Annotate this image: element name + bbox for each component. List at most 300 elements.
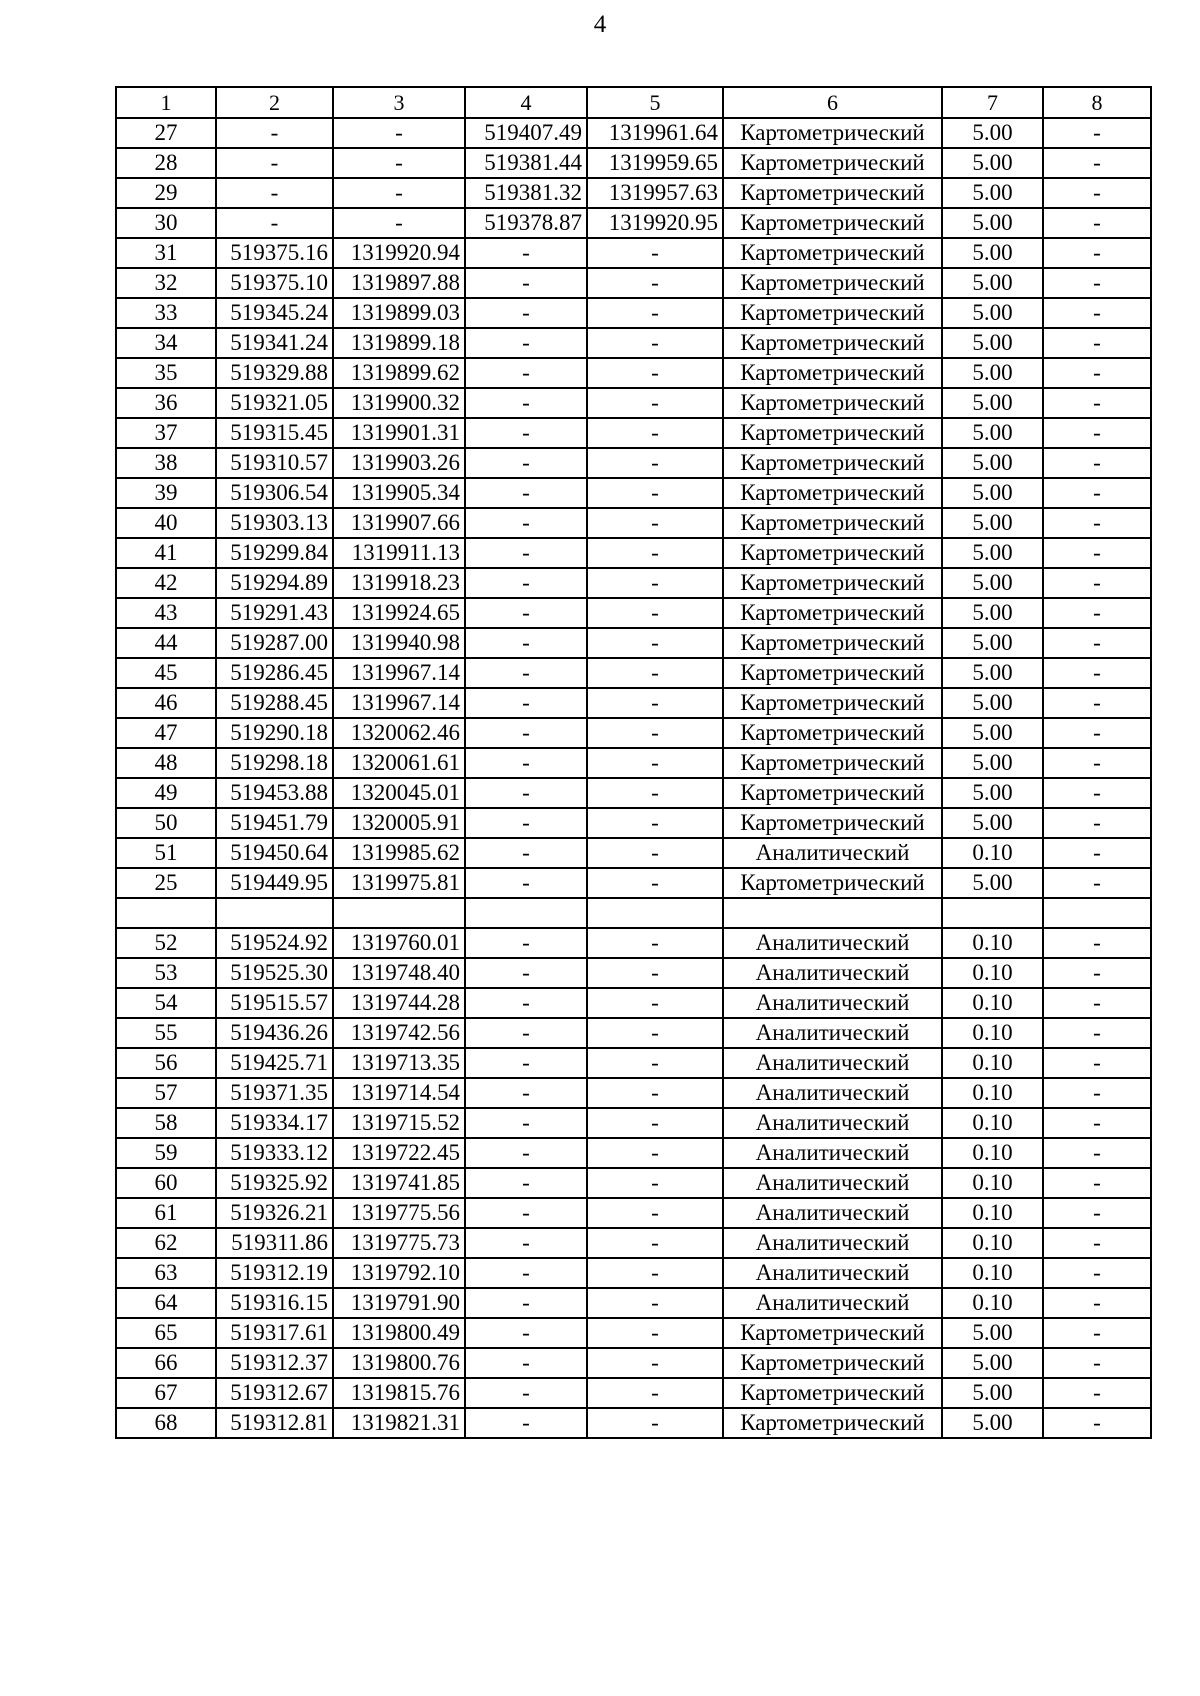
y-new-cell: -: [587, 478, 723, 508]
method-cell: Картометрический: [723, 808, 942, 838]
x-new-cell: -: [465, 808, 587, 838]
table-row: [116, 568, 1151, 598]
point-number-cell: 42: [116, 568, 216, 598]
y-existing-cell: 1319975.81: [333, 868, 465, 898]
method-cell: Картометрический: [723, 718, 942, 748]
y-new-cell: -: [587, 1108, 723, 1138]
x-new-cell: -: [465, 1108, 587, 1138]
description-cell: -: [1043, 1018, 1151, 1048]
accuracy-cell: 5.00: [942, 1408, 1043, 1438]
method-cell: Картометрический: [723, 1378, 942, 1408]
point-number-cell: 34: [116, 328, 216, 358]
y-existing-cell: 1319901.31: [333, 418, 465, 448]
x-existing-cell: 519310.57: [216, 448, 333, 478]
y-existing-cell: 1320062.46: [333, 718, 465, 748]
table-row: [116, 298, 1151, 328]
x-new-cell: -: [465, 238, 587, 268]
y-new-cell: -: [587, 718, 723, 748]
y-new-cell: -: [587, 688, 723, 718]
method-cell: Картометрический: [723, 208, 942, 238]
table-row: [116, 748, 1151, 778]
table-row: [116, 448, 1151, 478]
accuracy-cell: 0.10: [942, 958, 1043, 988]
x-existing-cell: [216, 898, 333, 928]
method-cell: Картометрический: [723, 148, 942, 178]
method-cell: Картометрический: [723, 508, 942, 538]
description-cell: -: [1043, 178, 1151, 208]
y-existing-cell: 1319821.31: [333, 1408, 465, 1438]
method-cell: Аналитический: [723, 1288, 942, 1318]
description-cell: -: [1043, 388, 1151, 418]
y-new-cell: -: [587, 928, 723, 958]
accuracy-cell: 5.00: [942, 268, 1043, 298]
point-number-cell: 61: [116, 1198, 216, 1228]
accuracy-cell: 5.00: [942, 178, 1043, 208]
y-new-cell: -: [587, 1078, 723, 1108]
description-cell: -: [1043, 448, 1151, 478]
accuracy-cell: 5.00: [942, 628, 1043, 658]
point-number-cell: 68: [116, 1408, 216, 1438]
table-row: [116, 208, 1151, 238]
x-existing-cell: 519325.92: [216, 1168, 333, 1198]
x-existing-cell: 519525.30: [216, 958, 333, 988]
y-existing-cell: -: [333, 178, 465, 208]
x-new-cell: -: [465, 1048, 587, 1078]
x-existing-cell: 519316.15: [216, 1288, 333, 1318]
x-existing-cell: 519333.12: [216, 1138, 333, 1168]
y-existing-cell: 1319911.13: [333, 538, 465, 568]
table-row: [116, 478, 1151, 508]
accuracy-cell: 5.00: [942, 778, 1043, 808]
method-cell: Аналитический: [723, 1048, 942, 1078]
point-number-cell: 29: [116, 178, 216, 208]
y-new-cell: -: [587, 1018, 723, 1048]
accuracy-cell: 0.10: [942, 1138, 1043, 1168]
x-new-cell: 519407.49: [465, 118, 587, 148]
x-new-cell: -: [465, 448, 587, 478]
method-cell: Картометрический: [723, 778, 942, 808]
y-existing-cell: 1319715.52: [333, 1108, 465, 1138]
y-new-cell: -: [587, 1048, 723, 1078]
y-new-cell: -: [587, 1348, 723, 1378]
x-existing-cell: -: [216, 118, 333, 148]
x-existing-cell: 519317.61: [216, 1318, 333, 1348]
description-cell: -: [1043, 1138, 1151, 1168]
y-new-cell: -: [587, 1378, 723, 1408]
accuracy-cell: 5.00: [942, 808, 1043, 838]
y-existing-cell: 1319905.34: [333, 478, 465, 508]
method-cell: Картометрический: [723, 658, 942, 688]
y-existing-cell: 1320061.61: [333, 748, 465, 778]
x-existing-cell: 519315.45: [216, 418, 333, 448]
accuracy-cell: 0.10: [942, 928, 1043, 958]
description-cell: -: [1043, 1408, 1151, 1438]
description-cell: -: [1043, 928, 1151, 958]
point-number-cell: 54: [116, 988, 216, 1018]
table-row: [116, 868, 1151, 898]
method-cell: Картометрический: [723, 1408, 942, 1438]
x-new-cell: -: [465, 1078, 587, 1108]
x-existing-cell: 519294.89: [216, 568, 333, 598]
description-cell: -: [1043, 538, 1151, 568]
x-new-cell: -: [465, 568, 587, 598]
method-cell: Аналитический: [723, 838, 942, 868]
x-new-cell: -: [465, 388, 587, 418]
y-new-cell: -: [587, 868, 723, 898]
table-row: [116, 1168, 1151, 1198]
x-new-cell: -: [465, 358, 587, 388]
method-cell: Картометрический: [723, 268, 942, 298]
column-header: 1: [116, 87, 216, 118]
description-cell: -: [1043, 418, 1151, 448]
y-existing-cell: -: [333, 118, 465, 148]
x-new-cell: -: [465, 658, 587, 688]
point-number-cell: 52: [116, 928, 216, 958]
y-new-cell: -: [587, 1168, 723, 1198]
column-header: 6: [723, 87, 942, 118]
x-new-cell: -: [465, 1228, 587, 1258]
table-header-row: [116, 87, 1151, 118]
table-row: [116, 268, 1151, 298]
description-cell: -: [1043, 1348, 1151, 1378]
accuracy-cell: 5.00: [942, 388, 1043, 418]
x-existing-cell: 519290.18: [216, 718, 333, 748]
column-header: 2: [216, 87, 333, 118]
description-cell: -: [1043, 988, 1151, 1018]
table-row: [116, 1198, 1151, 1228]
x-existing-cell: 519345.24: [216, 298, 333, 328]
x-existing-cell: 519341.24: [216, 328, 333, 358]
point-number-cell: 25: [116, 868, 216, 898]
y-new-cell: -: [587, 238, 723, 268]
point-number-cell: 28: [116, 148, 216, 178]
y-new-cell: -: [587, 658, 723, 688]
x-existing-cell: 519329.88: [216, 358, 333, 388]
y-existing-cell: 1320045.01: [333, 778, 465, 808]
accuracy-cell: 5.00: [942, 478, 1043, 508]
accuracy-cell: 0.10: [942, 1168, 1043, 1198]
point-number-cell: 43: [116, 598, 216, 628]
y-existing-cell: 1319907.66: [333, 508, 465, 538]
point-number-cell: 56: [116, 1048, 216, 1078]
method-cell: Картометрический: [723, 478, 942, 508]
x-new-cell: -: [465, 328, 587, 358]
table-row: [116, 988, 1151, 1018]
x-existing-cell: 519311.86: [216, 1228, 333, 1258]
table-row: [116, 508, 1151, 538]
description-cell: -: [1043, 748, 1151, 778]
table-row: [116, 928, 1151, 958]
x-existing-cell: 519312.67: [216, 1378, 333, 1408]
y-existing-cell: 1319760.01: [333, 928, 465, 958]
x-new-cell: -: [465, 628, 587, 658]
y-new-cell: -: [587, 538, 723, 568]
accuracy-cell: [942, 898, 1043, 928]
description-cell: -: [1043, 1378, 1151, 1408]
x-existing-cell: 519375.16: [216, 238, 333, 268]
description-cell: -: [1043, 1078, 1151, 1108]
y-existing-cell: 1319714.54: [333, 1078, 465, 1108]
y-existing-cell: 1319903.26: [333, 448, 465, 478]
method-cell: Картометрический: [723, 1318, 942, 1348]
y-existing-cell: 1319800.76: [333, 1348, 465, 1378]
y-new-cell: -: [587, 1198, 723, 1228]
x-new-cell: -: [465, 508, 587, 538]
y-new-cell: -: [587, 808, 723, 838]
y-new-cell: 1319961.64: [587, 118, 723, 148]
method-cell: Картометрический: [723, 598, 942, 628]
table-row: [116, 628, 1151, 658]
point-number-cell: 53: [116, 958, 216, 988]
x-new-cell: -: [465, 298, 587, 328]
accuracy-cell: 5.00: [942, 238, 1043, 268]
method-cell: Картометрический: [723, 178, 942, 208]
y-new-cell: -: [587, 508, 723, 538]
x-new-cell: -: [465, 958, 587, 988]
table-row: [116, 1138, 1151, 1168]
y-new-cell: [587, 898, 723, 928]
method-cell: Картометрический: [723, 238, 942, 268]
accuracy-cell: 5.00: [942, 328, 1043, 358]
y-existing-cell: 1319899.03: [333, 298, 465, 328]
x-new-cell: -: [465, 1018, 587, 1048]
point-number-cell: 41: [116, 538, 216, 568]
x-new-cell: -: [465, 718, 587, 748]
accuracy-cell: 0.10: [942, 1198, 1043, 1228]
y-existing-cell: 1319899.62: [333, 358, 465, 388]
x-existing-cell: 519288.45: [216, 688, 333, 718]
description-cell: -: [1043, 718, 1151, 748]
y-existing-cell: 1319792.10: [333, 1258, 465, 1288]
table-row: [116, 418, 1151, 448]
accuracy-cell: 5.00: [942, 208, 1043, 238]
x-new-cell: -: [465, 778, 587, 808]
x-new-cell: -: [465, 1198, 587, 1228]
description-cell: -: [1043, 1108, 1151, 1138]
point-number-cell: 48: [116, 748, 216, 778]
accuracy-cell: 5.00: [942, 1348, 1043, 1378]
table-row: [116, 148, 1151, 178]
method-cell: Картометрический: [723, 358, 942, 388]
table-row: [116, 1348, 1151, 1378]
x-new-cell: -: [465, 1318, 587, 1348]
point-number-cell: 65: [116, 1318, 216, 1348]
x-new-cell: -: [465, 1378, 587, 1408]
method-cell: Аналитический: [723, 1078, 942, 1108]
point-number-cell: 57: [116, 1078, 216, 1108]
point-number-cell: 63: [116, 1258, 216, 1288]
x-existing-cell: 519334.17: [216, 1108, 333, 1138]
accuracy-cell: 0.10: [942, 1048, 1043, 1078]
point-number-cell: 37: [116, 418, 216, 448]
table-row: [116, 658, 1151, 688]
x-new-cell: -: [465, 868, 587, 898]
method-cell: Картометрический: [723, 118, 942, 148]
point-number-cell: 49: [116, 778, 216, 808]
description-cell: -: [1043, 868, 1151, 898]
point-number-cell: 32: [116, 268, 216, 298]
y-new-cell: -: [587, 328, 723, 358]
accuracy-cell: 5.00: [942, 658, 1043, 688]
x-new-cell: -: [465, 1168, 587, 1198]
accuracy-cell: 0.10: [942, 1228, 1043, 1258]
point-number-cell: 67: [116, 1378, 216, 1408]
y-new-cell: -: [587, 1288, 723, 1318]
description-cell: -: [1043, 148, 1151, 178]
point-number-cell: 60: [116, 1168, 216, 1198]
y-existing-cell: -: [333, 208, 465, 238]
y-existing-cell: [333, 898, 465, 928]
description-cell: -: [1043, 1228, 1151, 1258]
description-cell: [1043, 898, 1151, 928]
x-new-cell: -: [465, 1408, 587, 1438]
table-row: [116, 1078, 1151, 1108]
accuracy-cell: 5.00: [942, 118, 1043, 148]
description-cell: -: [1043, 1168, 1151, 1198]
x-existing-cell: 519451.79: [216, 808, 333, 838]
table-row: [116, 388, 1151, 418]
point-number-cell: 59: [116, 1138, 216, 1168]
x-existing-cell: 519312.19: [216, 1258, 333, 1288]
y-existing-cell: 1319899.18: [333, 328, 465, 358]
accuracy-cell: 0.10: [942, 1018, 1043, 1048]
table-row: [116, 1228, 1151, 1258]
method-cell: Картометрический: [723, 1348, 942, 1378]
accuracy-cell: 5.00: [942, 1378, 1043, 1408]
column-header: 7: [942, 87, 1043, 118]
x-existing-cell: 519524.92: [216, 928, 333, 958]
accuracy-cell: 5.00: [942, 448, 1043, 478]
point-number-cell: 30: [116, 208, 216, 238]
method-cell: Аналитический: [723, 1198, 942, 1228]
point-number-cell: 44: [116, 628, 216, 658]
method-cell: Картометрический: [723, 538, 942, 568]
method-cell: Аналитический: [723, 1108, 942, 1138]
point-number-cell: 36: [116, 388, 216, 418]
point-number-cell: [116, 898, 216, 928]
method-cell: Аналитический: [723, 988, 942, 1018]
x-existing-cell: 519306.54: [216, 478, 333, 508]
x-existing-cell: 519425.71: [216, 1048, 333, 1078]
y-existing-cell: 1319742.56: [333, 1018, 465, 1048]
description-cell: -: [1043, 1318, 1151, 1348]
x-existing-cell: 519326.21: [216, 1198, 333, 1228]
description-cell: -: [1043, 628, 1151, 658]
y-existing-cell: 1319744.28: [333, 988, 465, 1018]
x-existing-cell: 519453.88: [216, 778, 333, 808]
accuracy-cell: 5.00: [942, 748, 1043, 778]
y-new-cell: -: [587, 598, 723, 628]
table-row: [116, 1018, 1151, 1048]
y-new-cell: -: [587, 1258, 723, 1288]
description-cell: -: [1043, 1198, 1151, 1228]
x-new-cell: -: [465, 748, 587, 778]
page-number: 4: [593, 11, 607, 38]
x-existing-cell: 519303.13: [216, 508, 333, 538]
description-cell: -: [1043, 568, 1151, 598]
accuracy-cell: 5.00: [942, 358, 1043, 388]
method-cell: Картометрический: [723, 388, 942, 418]
method-cell: Аналитический: [723, 1018, 942, 1048]
x-new-cell: [465, 898, 587, 928]
y-existing-cell: 1319815.76: [333, 1378, 465, 1408]
method-cell: Картометрический: [723, 328, 942, 358]
method-cell: Аналитический: [723, 1168, 942, 1198]
table-row: [116, 778, 1151, 808]
x-new-cell: -: [465, 598, 587, 628]
x-existing-cell: 519371.35: [216, 1078, 333, 1108]
description-cell: -: [1043, 838, 1151, 868]
method-cell: Картометрический: [723, 868, 942, 898]
description-cell: -: [1043, 808, 1151, 838]
point-number-cell: 47: [116, 718, 216, 748]
table-row: [116, 328, 1151, 358]
x-new-cell: 519378.87: [465, 208, 587, 238]
method-cell: Картометрический: [723, 748, 942, 778]
y-new-cell: -: [587, 448, 723, 478]
x-new-cell: -: [465, 1348, 587, 1378]
point-number-cell: 31: [116, 238, 216, 268]
table-row: [116, 808, 1151, 838]
y-existing-cell: 1319924.65: [333, 598, 465, 628]
x-new-cell: -: [465, 688, 587, 718]
x-existing-cell: 519450.64: [216, 838, 333, 868]
method-cell: Картометрический: [723, 448, 942, 478]
table-row: [116, 238, 1151, 268]
description-cell: -: [1043, 298, 1151, 328]
x-existing-cell: 519312.37: [216, 1348, 333, 1378]
point-number-cell: 62: [116, 1228, 216, 1258]
table-body: [116, 87, 1151, 1438]
column-header: 4: [465, 87, 587, 118]
column-header: 3: [333, 87, 465, 118]
table-row: [116, 898, 1151, 928]
y-new-cell: -: [587, 778, 723, 808]
accuracy-cell: 0.10: [942, 838, 1043, 868]
point-number-cell: 64: [116, 1288, 216, 1318]
point-number-cell: 35: [116, 358, 216, 388]
y-new-cell: -: [587, 1228, 723, 1258]
accuracy-cell: 5.00: [942, 418, 1043, 448]
y-new-cell: -: [587, 748, 723, 778]
accuracy-cell: 5.00: [942, 1318, 1043, 1348]
method-cell: Аналитический: [723, 958, 942, 988]
y-new-cell: -: [587, 1408, 723, 1438]
point-number-cell: 58: [116, 1108, 216, 1138]
x-new-cell: -: [465, 988, 587, 1018]
table-row: [116, 118, 1151, 148]
y-new-cell: -: [587, 628, 723, 658]
description-cell: -: [1043, 1288, 1151, 1318]
table-row: [116, 1108, 1151, 1138]
y-new-cell: -: [587, 1318, 723, 1348]
column-header: 8: [1043, 87, 1151, 118]
accuracy-cell: 5.00: [942, 148, 1043, 178]
x-new-cell: -: [465, 268, 587, 298]
accuracy-cell: 5.00: [942, 298, 1043, 328]
y-existing-cell: 1319775.73: [333, 1228, 465, 1258]
x-new-cell: -: [465, 478, 587, 508]
y-new-cell: -: [587, 298, 723, 328]
table-row: [116, 688, 1151, 718]
table-row: [116, 1288, 1151, 1318]
x-new-cell: -: [465, 1138, 587, 1168]
y-existing-cell: 1319940.98: [333, 628, 465, 658]
coordinates-table: [115, 86, 1152, 1439]
y-new-cell: -: [587, 268, 723, 298]
point-number-cell: 38: [116, 448, 216, 478]
x-existing-cell: 519436.26: [216, 1018, 333, 1048]
